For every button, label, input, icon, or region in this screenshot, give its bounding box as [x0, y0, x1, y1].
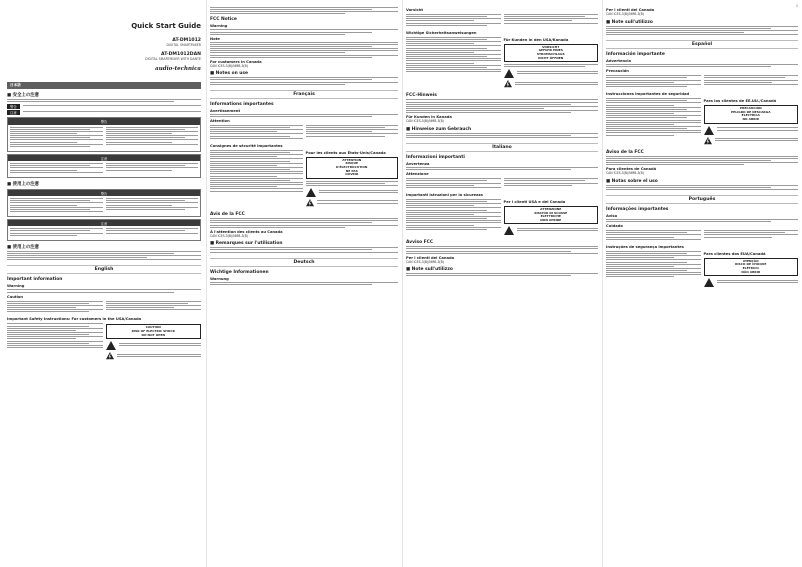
section-heading: Wichtige Informationen	[210, 269, 269, 275]
section-heading: ■ Hinweise zum Gebrauch	[406, 126, 472, 132]
warning-tag: 警告	[7, 104, 20, 109]
model-desc: DIGITAL SMARTMIXER WITH DANTE	[145, 57, 201, 61]
section-heading: Avviso FCC	[406, 240, 434, 246]
caution-label-card: CAUTION RISK OF ELECTRIC SHOCK DO NOT OPEN	[106, 324, 202, 339]
warning-triangle-icon	[504, 226, 514, 235]
canada-ic-code: CAN ICES-3(B)/NMB-3(B)	[606, 171, 644, 176]
box-header: 注意	[8, 155, 200, 161]
subheading: Cuidado	[606, 224, 623, 229]
canada-ic-code: CAN ICES-3(B)/NMB-3(B)	[210, 233, 248, 238]
caution-label-card: PRECAUCIÓN PELIGRO DE DESCARGA ELÉCTRICA NO ABRIR	[704, 105, 799, 123]
section-heading: ■ 使用上の注意	[7, 244, 40, 250]
subheading: À l'attention des clients au Canada	[210, 229, 283, 234]
subheading: Advertencia	[606, 59, 632, 64]
subheading: Warning	[7, 284, 25, 289]
section-heading: ■ Remarques sur l'utilisation	[210, 241, 283, 247]
warning-triangle-icon	[504, 69, 514, 78]
page-number: 1	[795, 4, 798, 8]
subheading: Precaución	[606, 69, 629, 74]
subheading: Per i clienti del Canada	[406, 255, 455, 260]
subheading: Warnung	[210, 276, 229, 281]
canada-ic-code: CAN ICES-3(B)/NMB-3(B)	[406, 119, 444, 124]
warning-triangle-icon	[106, 341, 116, 350]
subheading: Warning	[210, 24, 228, 29]
box-header: 注意	[8, 220, 200, 226]
warning-triangle-icon	[704, 278, 714, 287]
section-heading: ■ Notes on use	[210, 71, 248, 77]
section-heading: ■ Note sull'utilizzo	[406, 267, 453, 273]
subheading: Aviso	[606, 213, 618, 218]
subheading: Attention	[210, 118, 230, 123]
subheading: Caution	[7, 294, 24, 299]
subheading: Instruções de segurança importantes	[606, 244, 684, 249]
caution-box	[7, 219, 201, 241]
canada-ic-code: CAN ICES-3(B)/NMB-3(B)	[606, 12, 644, 16]
section-heading: ■ Note sull'utilizzo	[606, 19, 653, 25]
language-heading-spanish: Español	[606, 40, 798, 49]
section-heading: Important information	[7, 277, 63, 283]
subheading: Para clientes dos EUA/Canadá	[703, 251, 766, 256]
subheading: Importanti istruzioni per la sicurezza	[406, 192, 483, 197]
lightning-icon	[306, 199, 314, 207]
language-heading-german: Deutsch	[210, 258, 398, 267]
panel-english-french	[206, 0, 402, 567]
subheading: Für Kunden in den USA/Kanada	[503, 37, 569, 42]
subheading: Avertissement	[210, 108, 241, 113]
section-heading: Informações importantes	[606, 206, 669, 212]
caution-label-card: ATENÇÃO RISCO DE CHOQUE ELÉTRICO NÃO ABRIR	[704, 258, 799, 276]
section-heading: FCC Notice	[210, 17, 237, 23]
box-header: 警告	[8, 118, 200, 124]
section-heading: ■ Notas sobre el uso	[606, 178, 658, 184]
section-heading: Informazioni importanti	[406, 155, 465, 161]
language-bar-japanese: 日本語	[7, 82, 201, 89]
section-heading: ■ 使用上の注意	[7, 181, 40, 187]
canada-ic-code: CAN ICES-3(B)/NMB-3(B)	[210, 63, 248, 68]
subheading: Note	[210, 36, 220, 41]
box-header: 警告	[8, 190, 200, 196]
caution-label-card: ATTENZIONE RISCHIO DI SCOSSE ELETTRICHE NON APRIRE	[504, 206, 599, 224]
section-heading: Aviso de la FCC	[606, 149, 644, 155]
subheading: Per i clienti del Canada	[606, 8, 655, 12]
subheading: Para clientes de Canadá	[606, 167, 657, 172]
subheading: Für Kunden in Kanada	[406, 115, 452, 120]
warning-box	[7, 117, 201, 152]
panel-german-italian	[402, 0, 602, 567]
subheading: For customers in Canada	[210, 59, 262, 64]
subheading: Vorsicht	[406, 8, 424, 12]
section-heading: Información importante	[606, 52, 665, 58]
caution-box	[7, 154, 201, 178]
section-heading: ■ 安全上の注意	[7, 93, 40, 98]
lightning-icon	[704, 137, 712, 145]
subheading: Avvertenza	[406, 162, 430, 167]
warning-triangle-icon	[704, 126, 714, 135]
model-code: AT-DM1012	[172, 38, 201, 43]
subheading: Instrucciones importantes de seguridad	[606, 92, 690, 97]
caution-label-card: VORSICHT GEFAHR EINES STROMSCHLAGS NICHT ÖFFNEN	[504, 44, 599, 62]
subheading: Pour les clients aux États-Unis/Canada	[305, 150, 386, 155]
caution-tag: 注意	[7, 110, 20, 115]
panel-cover-japanese-english	[0, 0, 206, 567]
section-heading: Informations importantes	[210, 101, 274, 107]
subheading: Para los clientes de EE.UU./Canadá	[703, 99, 777, 104]
subheading: Attenzione	[406, 172, 429, 177]
language-heading-italian: Italiano	[406, 143, 598, 152]
section-heading: Avis de la FCC	[210, 212, 245, 218]
language-heading-french: Français	[210, 90, 398, 99]
caution-label-card: ATTENTION RISQUE D'ÉLECTROCUTION NE PAS OUVRIR	[306, 157, 399, 179]
subheading: Consignes de sécurité importantes	[210, 143, 283, 148]
canada-ic-code: CAN ICES-3(B)/NMB-3(B)	[406, 259, 444, 264]
document-title: Quick Start Guide	[131, 22, 201, 30]
section-heading: FCC-Hinweis	[406, 93, 437, 99]
subheading: Per i clienti USA e del Canada	[503, 199, 566, 204]
warning-triangle-icon	[306, 188, 316, 197]
model-code: AT-DM1012DAN	[161, 52, 201, 57]
lightning-icon	[504, 80, 512, 88]
subheading: Wichtige Sicherheitsanweisungen	[406, 30, 477, 35]
language-heading-english: English	[7, 265, 201, 274]
language-heading-portuguese: Português	[606, 195, 798, 204]
subheading: Important Safety Instructions: For customers in the USA/Canada	[7, 317, 142, 322]
lightning-icon	[106, 352, 114, 360]
warning-box	[7, 189, 201, 217]
brand-logo: audio-technica	[155, 66, 201, 72]
panel-spanish-portuguese	[602, 0, 802, 567]
model-desc: DIGITAL SMARTMIXER	[166, 43, 201, 47]
